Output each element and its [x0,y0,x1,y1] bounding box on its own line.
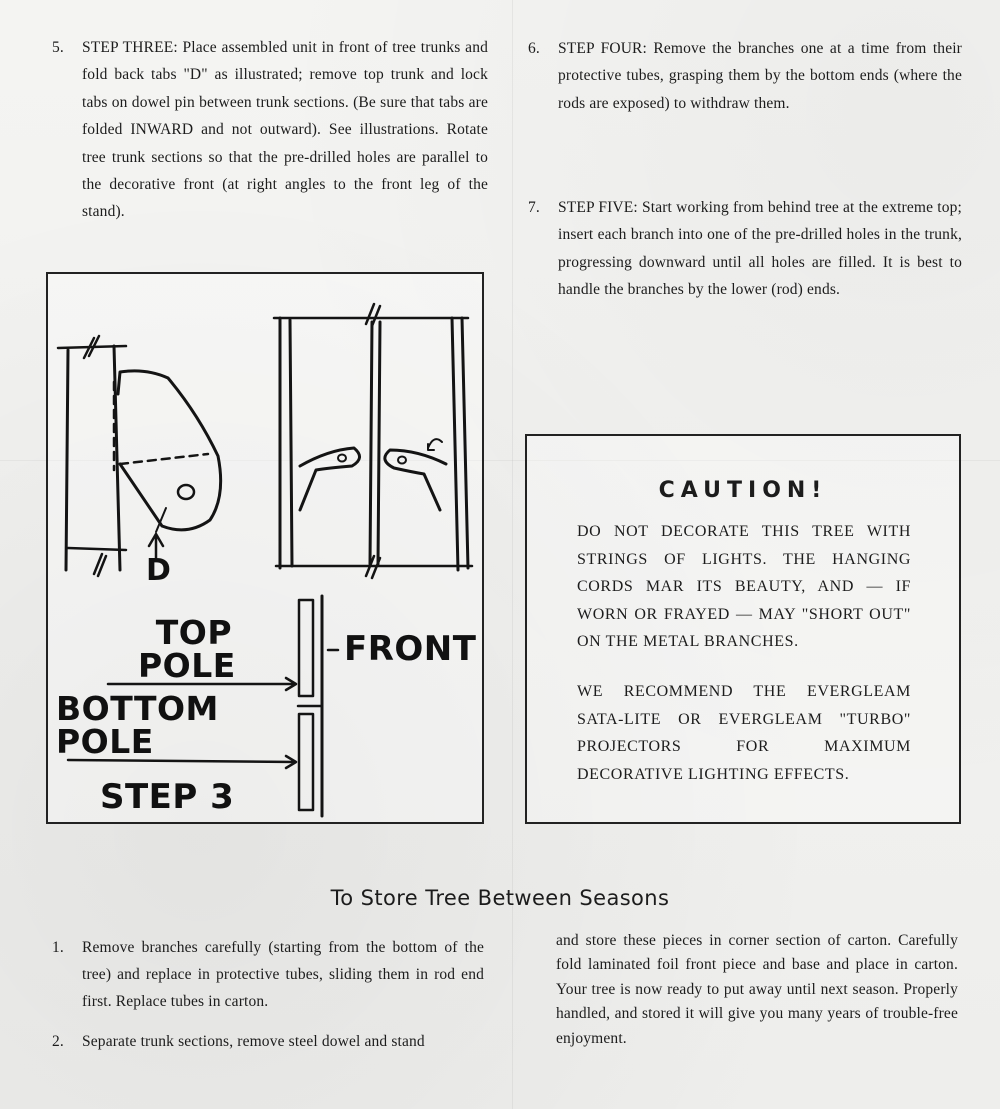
caution-box [525,434,961,824]
item-text: Remove branches carefully (starting from the bottom of the tree) and replace in protective tubes, sliding them in rod end first. Replace tubes in carton. [82,939,484,1010]
trunk-section-right [280,318,292,568]
break-mark [94,554,106,576]
label-d: D [146,553,172,588]
step-number: 5. [52,39,64,56]
fold-line [120,454,208,464]
caution-warning: DO NOT DECORATE THIS TREE WITH STRINGS OF LIGHTS. THE HANGING CORDS MAR ITS BEAUTY, AND — IF WORN OR FRAYED — MAY "SHORT OUT" ON THE METAL BRANCHES. [577,523,911,651]
step-text: STEP THREE: Place assembled unit in front of tree trunks and fold back tabs "D" as illustrated; remove top trunk and lock tabs on dowel pin between trunk sections. (Be sure that tabs are folded INWARD and not outward). See illustrations. Rotate tree trunk sections so that the pre-drilled holes are parallel to the decorative front (at right angles to the front leg of the stand). [82,39,488,221]
arrow-curve [428,439,442,450]
step-text: STEP FOUR: Remove the branches one at a time from their protective tubes, grasping them by the bottom ends (where the rods are exposed) to withdraw them. [558,40,962,112]
tab-d [118,371,221,530]
caution-title: CAUTION! [658,478,828,503]
step-five-paragraph [528,194,962,304]
item-text: Separate trunk sections, remove steel dowel and stand [82,1033,425,1050]
pin-hole [178,485,194,499]
step-four-paragraph [528,35,962,117]
step-three-illustration [46,272,484,824]
step-text: STEP FIVE: Start working from behind tree at the extreme top; insert each branch into one of the pre-drilled holes in the trunk, progressing downward until all holes are filled. It is best to handle the branches by the lower (rod) ends. [558,199,962,299]
tab-right [385,450,446,510]
storage-continuation: and store these pieces in corner section of carton. Carefully fold laminated foil front piece and base and place in carton. Your tree is now ready to put away until next season. Properly handled, and stored it will give you many years of trouble-free enjoyment. [556,932,958,1047]
bottom-pole [299,714,313,810]
label-step-3: STEP 3 [100,777,235,817]
label-top-pole: TOP POLE [138,613,236,685]
label-front: FRONT [344,629,477,669]
break-mark [366,304,380,326]
step-three-paragraph [52,34,488,226]
caution-recommendation: WE RECOMMEND THE EVERGLEAM SATA-LITE OR EVERGLEAM "TURBO" PROJECTORS FOR MAXIMUM DECORATIVE LIGHTING EFFECTS. [577,683,911,783]
storage-heading [0,886,1000,910]
paper-fold [512,0,513,1109]
item-number: 2. [52,1033,64,1050]
storage-item-1 [52,934,484,1015]
tab-left [300,448,360,510]
label-bottom-pole: BOTTOM POLE [56,689,219,761]
step-number: 7. [528,199,540,216]
storage-item-2 [52,1028,484,1055]
step-number: 6. [528,40,540,57]
trunk-section-left [66,346,120,570]
top-pole [299,600,313,696]
storage-heading-text: To Store Tree Between Seasons [330,886,670,910]
item-number: 1. [52,939,64,956]
bleed-through [560,150,568,184]
